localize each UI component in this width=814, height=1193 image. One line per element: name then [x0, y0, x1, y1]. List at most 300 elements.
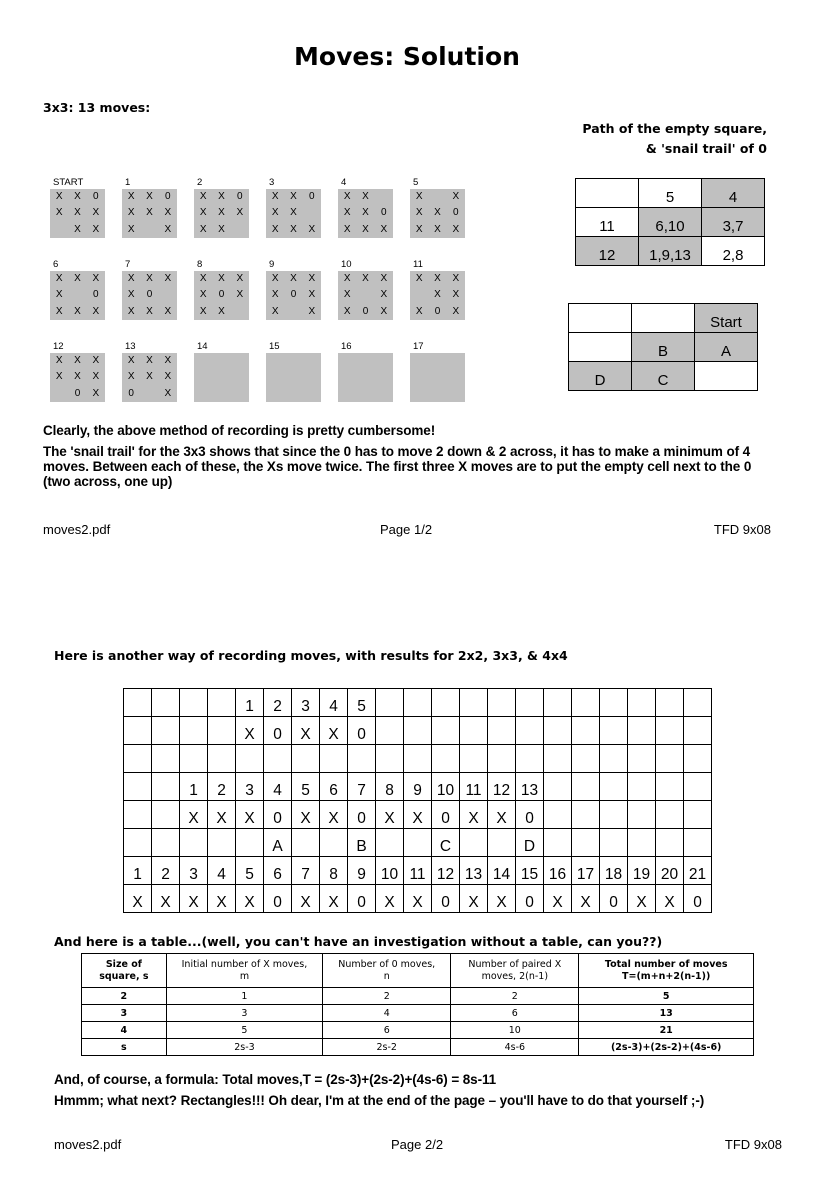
board-cell [428, 353, 446, 369]
trail-cell: 4 [702, 179, 765, 208]
sequence-cell [124, 717, 152, 745]
sequence-cell [656, 717, 684, 745]
sequence-cell [684, 773, 712, 801]
sequence-cell: X [404, 801, 432, 829]
sequence-cell: 3 [236, 773, 264, 801]
path-cell [569, 333, 632, 362]
board-cell: X [164, 305, 172, 317]
sequence-cell [516, 689, 544, 717]
board-cell: X [362, 273, 369, 284]
board-cell: X [271, 305, 279, 317]
position-label: 2 [197, 177, 203, 188]
results-cell: 2s-2 [323, 1039, 451, 1056]
sequence-cell [656, 773, 684, 801]
sequence-cell [180, 717, 208, 745]
board-cell [338, 386, 356, 402]
board-cell: X [74, 223, 81, 235]
board-cell: X [290, 207, 297, 219]
board-cell: X [415, 273, 423, 284]
board-cell [68, 287, 86, 303]
section-subtitle: 3x3: 13 moves: [43, 100, 151, 115]
results-cell: s [82, 1039, 167, 1056]
footer-filename-2: moves2.pdf [54, 1137, 122, 1152]
board-cell: X [164, 207, 172, 219]
results-cell: 2 [82, 988, 167, 1005]
sequence-cell: 2 [152, 857, 180, 885]
board-cell: X [434, 207, 441, 219]
board-cell [284, 353, 302, 369]
board-cell [266, 369, 284, 385]
board-cell: X [146, 191, 153, 202]
trail-cell: 5 [639, 179, 702, 208]
sequence-cell [404, 717, 432, 745]
sequence-cell [152, 689, 180, 717]
board-cell: X [55, 305, 63, 317]
board-cell: 0 [434, 305, 441, 317]
board-cell [231, 353, 249, 369]
sequence-cell [236, 829, 264, 857]
sequence-cell [376, 829, 404, 857]
board-cell: X [415, 207, 423, 219]
sequence-cell: X [236, 717, 264, 745]
trail-cell: 12 [576, 237, 639, 266]
board-cell [284, 369, 302, 385]
sequence-cell [460, 717, 488, 745]
path-cell: C [632, 362, 695, 391]
position-label: 15 [269, 341, 280, 352]
path-cell [695, 362, 758, 391]
sequence-cell: X [320, 801, 348, 829]
results-cell: 6 [323, 1022, 451, 1039]
board-cell [410, 386, 428, 402]
trail-cell: 11 [576, 208, 639, 237]
position-label: 13 [125, 341, 136, 352]
sequence-cell [208, 689, 236, 717]
board-cell [284, 304, 302, 320]
sequence-cell [600, 829, 628, 857]
trail-cell: 2,8 [702, 237, 765, 266]
sequence-cell [628, 829, 656, 857]
footer-reference: TFD 9x08 [713, 522, 771, 537]
board-cell: X [380, 273, 388, 284]
sequence-cell: X [236, 801, 264, 829]
trail-cell: 3,7 [702, 208, 765, 237]
sequence-cell [432, 717, 460, 745]
sequence-cell [152, 773, 180, 801]
board-cell: X [452, 289, 460, 301]
sequence-cell [124, 801, 152, 829]
sequence-cell [236, 745, 264, 773]
board-cell: X [199, 223, 207, 235]
sequence-cell [516, 717, 544, 745]
sequence-cell: X [460, 801, 488, 829]
sequence-cell: 6 [320, 773, 348, 801]
board-cell [428, 386, 446, 402]
position-board [410, 271, 465, 320]
sequence-cell: 1 [180, 773, 208, 801]
sequence-cell: X [124, 885, 152, 913]
board-cell [212, 369, 230, 385]
sequence-cell [376, 745, 404, 773]
board-cell: 0 [74, 387, 81, 399]
sequence-cell: 0 [600, 885, 628, 913]
board-cell: X [164, 387, 172, 399]
position-label: 8 [197, 259, 203, 270]
board-cell: 0 [128, 387, 134, 399]
sequence-cell [572, 829, 600, 857]
move-sequence-grid [123, 688, 712, 913]
sequence-cell [124, 689, 152, 717]
board-cell: X [415, 305, 423, 317]
sequence-cell: 13 [516, 773, 544, 801]
trail-cell: 6,10 [639, 208, 702, 237]
sequence-cell: X [292, 717, 320, 745]
header-line: Number of 0 moves, [338, 958, 436, 970]
board-cell [231, 304, 249, 320]
board-cell: X [199, 191, 207, 202]
board-cell: X [146, 305, 153, 317]
sequence-cell [404, 745, 432, 773]
page-title: Moves: Solution [294, 42, 520, 71]
board-cell [375, 353, 393, 369]
results-header-cell [82, 954, 167, 988]
sequence-cell: X [544, 885, 572, 913]
sequence-cell [628, 689, 656, 717]
sequence-cell [572, 801, 600, 829]
sequence-cell [656, 801, 684, 829]
sequence-cell: X [656, 885, 684, 913]
header-line: n [383, 970, 390, 982]
board-cell: X [55, 191, 63, 202]
sequence-cell: 12 [432, 857, 460, 885]
results-header-cell [166, 954, 322, 988]
sequence-cell: X [488, 885, 516, 913]
sequence-cell: 19 [628, 857, 656, 885]
board-cell [266, 353, 284, 369]
board-cell: X [308, 305, 316, 317]
board-cell [50, 222, 68, 238]
results-cell: 5 [166, 1022, 322, 1039]
results-cell: 2 [451, 988, 579, 1005]
sequence-cell: 7 [348, 773, 376, 801]
sequence-cell: 9 [348, 857, 376, 885]
board-cell: X [415, 191, 423, 202]
board-cell: X [218, 207, 225, 219]
sequence-cell [124, 773, 152, 801]
results-table [81, 953, 754, 1056]
board-cell [284, 386, 302, 402]
sequence-row [124, 773, 712, 801]
sequence-cell [376, 717, 404, 745]
board-cell: X [271, 273, 279, 284]
sequence-cell: X [292, 801, 320, 829]
sequence-cell [264, 745, 292, 773]
board-cell: 0 [218, 289, 225, 301]
sequence-cell: 0 [432, 885, 460, 913]
board-cell [231, 386, 249, 402]
board-cell [266, 386, 284, 402]
position-label: 3 [269, 177, 275, 188]
sequence-cell: 0 [348, 801, 376, 829]
position-board [338, 271, 393, 320]
paragraph-snail-trail: The 'snail trail' for the 3x3 shows that since the 0 has to move 2 down & 2 across, it has to make a minimum of 4 moves. Between each of these, the Xs move twice. The first three X moves are to put the empty cell next to the 0 (two across, one up) [43, 444, 752, 489]
sequence-cell: 12 [488, 773, 516, 801]
results-header-cell [579, 954, 754, 988]
board-cell: X [218, 191, 225, 202]
sequence-cell [544, 773, 572, 801]
board-cell: X [164, 371, 172, 383]
sequence-cell [320, 829, 348, 857]
sequence-cell [600, 717, 628, 745]
board-cell [231, 222, 249, 238]
sequence-cell: 8 [376, 773, 404, 801]
board-cell [410, 369, 428, 385]
board-cell: X [55, 273, 63, 284]
sequence-cell [516, 745, 544, 773]
position-board [410, 189, 465, 238]
sequence-cell [544, 745, 572, 773]
results-cell: 4 [323, 1005, 451, 1022]
sequence-cell: 2 [208, 773, 236, 801]
sequence-cell [460, 829, 488, 857]
sequence-cell [460, 745, 488, 773]
sequence-cell: X [292, 885, 320, 913]
sequence-cell [600, 745, 628, 773]
board-cell: X [199, 273, 207, 284]
board-cell: X [127, 355, 135, 366]
position-board [338, 353, 393, 402]
results-row [82, 1022, 754, 1039]
position-label: 10 [341, 259, 352, 270]
board-cell: X [290, 223, 297, 235]
sequence-cell [152, 801, 180, 829]
board-cell [50, 386, 68, 402]
sequence-cell [404, 829, 432, 857]
header-line: Initial number of X moves, [181, 958, 308, 970]
sequence-cell: X [208, 801, 236, 829]
board-cell [303, 386, 321, 402]
position-label: 7 [125, 259, 131, 270]
header-line: Size of [105, 958, 142, 970]
board-cell: X [74, 355, 81, 366]
board-cell: X [452, 305, 460, 317]
table-intro: And here is a table...(well, you can't have an investigation without a table, can you??) [54, 934, 663, 949]
board-cell: X [92, 387, 100, 399]
board-cell: X [434, 273, 441, 284]
board-cell: 0 [290, 289, 297, 301]
sequence-cell: X [152, 885, 180, 913]
results-cell: 1 [166, 988, 322, 1005]
board-cell [194, 353, 212, 369]
sequence-cell: C [432, 829, 460, 857]
board-cell: X [164, 223, 172, 235]
paragraph-cumbersome: Clearly, the above method of recording is pretty cumbersome! [43, 423, 436, 438]
sequence-row [124, 885, 712, 913]
board-cell: X [199, 305, 207, 317]
board-cell [428, 189, 446, 205]
position-board [194, 189, 249, 238]
board-cell [231, 369, 249, 385]
sequence-cell: 15 [516, 857, 544, 885]
sequence-cell [572, 689, 600, 717]
sequence-cell [572, 717, 600, 745]
board-cell: X [55, 371, 63, 383]
board-cell: 0 [93, 289, 99, 301]
sequence-cell: X [180, 885, 208, 913]
sequence-row [124, 745, 712, 773]
position-board [194, 353, 249, 402]
results-cell: 2s-3 [166, 1039, 322, 1056]
board-cell [356, 369, 374, 385]
board-cell: 0 [453, 207, 459, 219]
sequence-cell: 5 [292, 773, 320, 801]
board-cell: X [164, 273, 172, 284]
board-cell: X [308, 289, 316, 301]
board-cell: X [74, 191, 81, 202]
header-line: square, s [99, 970, 149, 982]
sequence-cell: 0 [516, 801, 544, 829]
sequence-cell [488, 717, 516, 745]
sequence-cell [544, 801, 572, 829]
sequence-cell [432, 745, 460, 773]
sequence-cell: 0 [348, 717, 376, 745]
sequence-cell [432, 689, 460, 717]
sequence-cell: 0 [348, 885, 376, 913]
sequence-cell [684, 801, 712, 829]
board-cell: X [236, 289, 244, 301]
sequence-cell [376, 689, 404, 717]
sequence-cell: 0 [264, 885, 292, 913]
board-cell [356, 386, 374, 402]
board-cell [140, 222, 158, 238]
board-cell [303, 353, 321, 369]
sequence-cell: 6 [264, 857, 292, 885]
sequence-cell [180, 745, 208, 773]
sequence-cell: X [376, 885, 404, 913]
sequence-cell: 18 [600, 857, 628, 885]
path-cell [632, 304, 695, 333]
sequence-cell [180, 689, 208, 717]
sequence-cell: X [460, 885, 488, 913]
board-cell: X [343, 223, 351, 235]
sequence-cell [684, 717, 712, 745]
results-row [82, 988, 754, 1005]
board-cell: 0 [362, 305, 369, 317]
board-cell [410, 287, 428, 303]
sequence-cell: 5 [348, 689, 376, 717]
sequence-cell [208, 829, 236, 857]
board-cell: X [92, 305, 100, 317]
board-cell [159, 287, 177, 303]
sequence-row [124, 829, 712, 857]
position-label: 16 [341, 341, 352, 352]
board-cell: X [236, 273, 244, 284]
trail-heading-line1: Path of the empty square, [582, 121, 767, 136]
sequence-cell: 4 [264, 773, 292, 801]
position-board [50, 271, 105, 320]
footer-page-number-2: Page 2/2 [391, 1137, 444, 1152]
path-table [568, 303, 758, 391]
sequence-cell: D [516, 829, 544, 857]
position-board [122, 271, 177, 320]
sequence-cell [404, 689, 432, 717]
results-cell: 10 [451, 1022, 579, 1039]
sequence-row [124, 857, 712, 885]
board-cell: X [380, 289, 388, 301]
sequence-cell [656, 829, 684, 857]
board-cell: X [92, 371, 100, 383]
position-board [194, 271, 249, 320]
header-line: Number of paired X [468, 958, 562, 970]
board-cell: X [415, 223, 423, 235]
sequence-cell: 1 [236, 689, 264, 717]
position-label: 5 [413, 177, 419, 188]
sequence-cell [292, 745, 320, 773]
board-cell: X [92, 273, 100, 284]
board-cell: X [380, 305, 388, 317]
board-cell [356, 353, 374, 369]
trail-heading-line2: & 'snail trail' of 0 [645, 141, 767, 156]
sequence-cell [124, 745, 152, 773]
board-cell: X [127, 371, 135, 383]
sequence-cell [124, 829, 152, 857]
board-cell: X [55, 355, 63, 366]
sequence-cell: A [264, 829, 292, 857]
sequence-cell: 8 [320, 857, 348, 885]
board-cell: X [343, 207, 351, 219]
board-cell: X [218, 273, 225, 284]
board-cell: X [271, 207, 279, 219]
board-cell: X [146, 273, 153, 284]
sequence-cell: 0 [264, 801, 292, 829]
sequence-cell [628, 773, 656, 801]
board-cell: X [434, 223, 441, 235]
sequence-cell: 1 [124, 857, 152, 885]
board-cell: X [164, 355, 172, 366]
position-board [122, 189, 177, 238]
sequence-cell: 20 [656, 857, 684, 885]
sequence-cell: 3 [292, 689, 320, 717]
board-cell: X [271, 289, 279, 301]
results-cell: 6 [451, 1005, 579, 1022]
sequence-cell [488, 689, 516, 717]
board-cell: 0 [93, 191, 99, 202]
sequence-cell: 9 [404, 773, 432, 801]
sequence-row [124, 717, 712, 745]
results-cell: 3 [166, 1005, 322, 1022]
board-cell: X [146, 207, 153, 219]
trail-cell [576, 179, 639, 208]
board-cell: X [92, 223, 100, 235]
sequence-cell: X [320, 717, 348, 745]
sequence-cell: 0 [516, 885, 544, 913]
board-cell [194, 386, 212, 402]
results-header-cell [323, 954, 451, 988]
board-cell: X [452, 191, 460, 202]
position-board [122, 353, 177, 402]
sequence-cell: X [404, 885, 432, 913]
board-cell [338, 369, 356, 385]
position-label: 9 [269, 259, 275, 270]
sequence-cell [544, 829, 572, 857]
sequence-cell [684, 829, 712, 857]
board-cell: X [55, 207, 63, 219]
results-cell: 4s-6 [451, 1039, 579, 1056]
sequence-cell: X [236, 885, 264, 913]
position-label: 1 [125, 177, 131, 188]
formula-text: And, of course, a formula: Total moves,T = (2s-3)+(2s-2)+(4s-6) = 8s-11 [54, 1072, 497, 1087]
sequence-cell [600, 801, 628, 829]
